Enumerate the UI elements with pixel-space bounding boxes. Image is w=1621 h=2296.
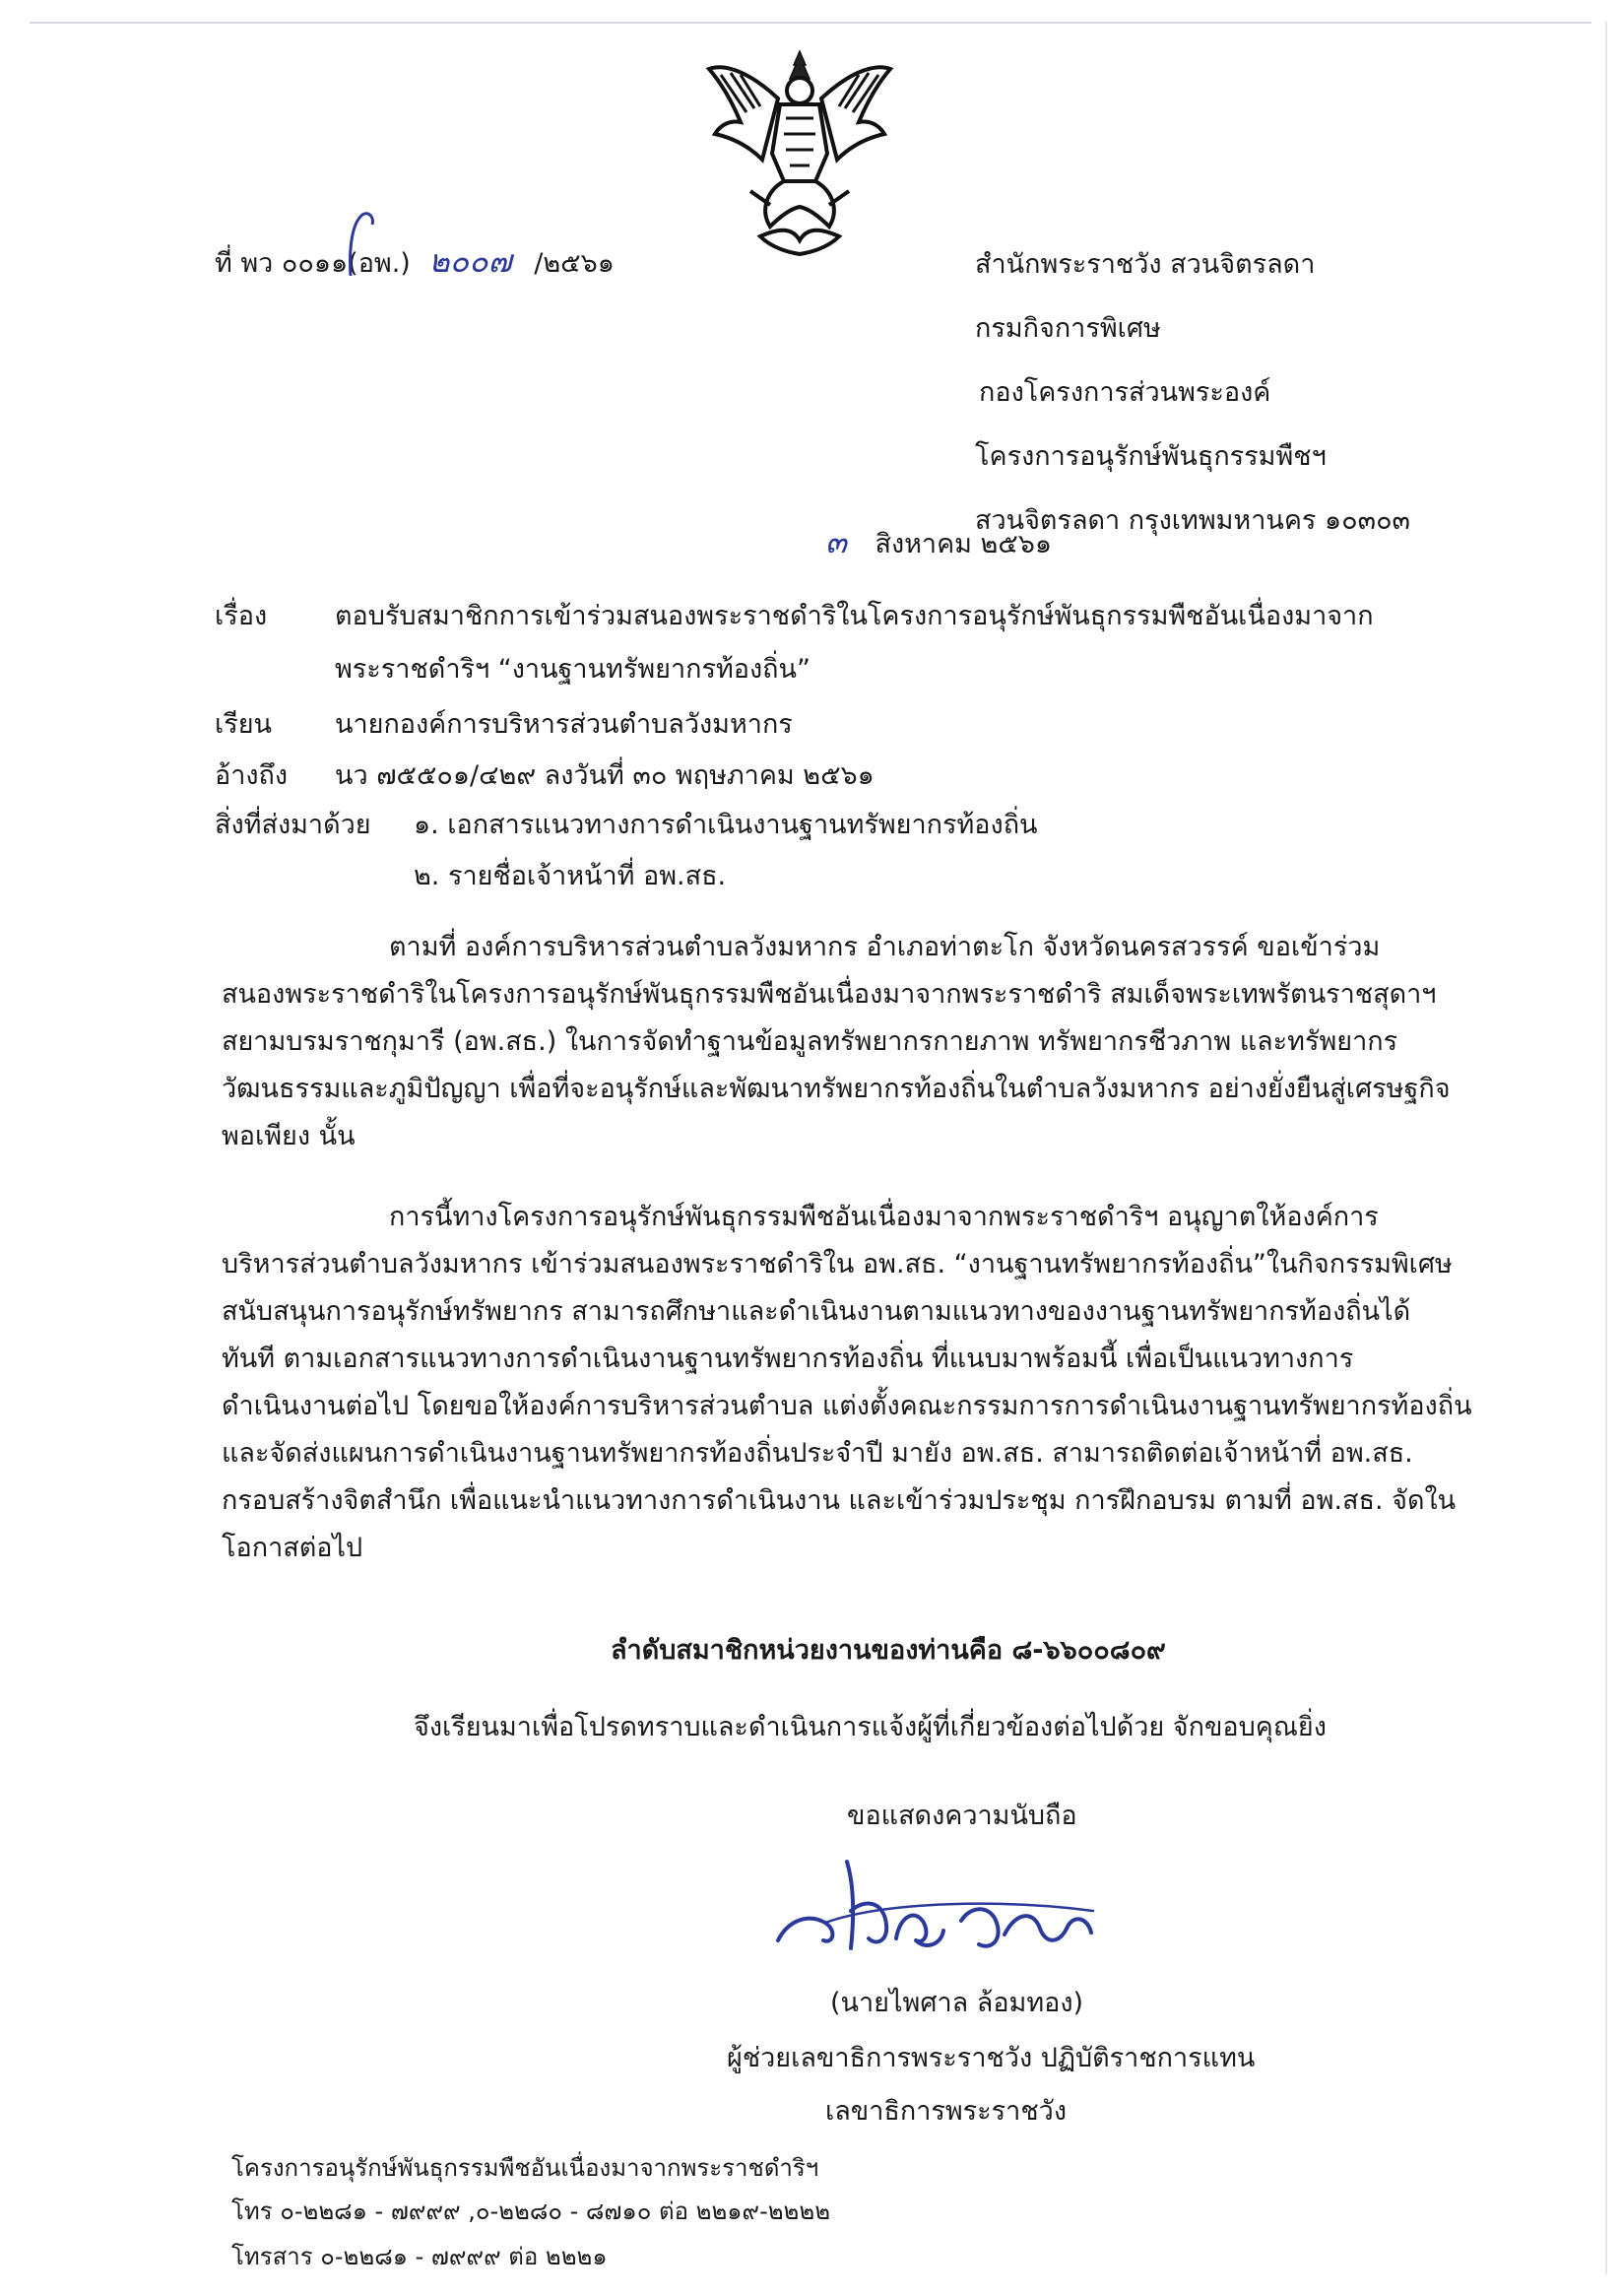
paragraph-line: พอเพียง นั้น (222, 1121, 356, 1151)
date-day-handwritten: ๓ (825, 523, 847, 560)
org-line: กรมกิจการพิเศษ (975, 313, 1161, 344)
paragraph-line: และจัดส่งแผนการดำเนินงานฐานทรัพยากรท้องถิ่นประจำปี มายัง อพ.สธ. สามารถติดต่อเจ้าหน้าที่ อพ.สธ. (222, 1438, 1413, 1469)
organization-address (975, 232, 1410, 553)
reference-suffix: /๒๕๖๑ (534, 248, 615, 279)
org-line: กองโครงการส่วนพระองค์ (979, 377, 1271, 408)
paragraph-line: กรอบสร้างจิตสำนึก เพื่อแนะนำแนวทางการดำเนินงาน และเข้าร่วมประชุม การฝึกอบรม ตามที่ อพ.สธ. จัดใน (222, 1485, 1457, 1516)
paragraph-line: ตามที่ องค์การบริหารส่วนตำบลวังมหากร อำเภอท่าตะโก จังหวัดนครสวรรค์ ขอเข้าร่วม (389, 932, 1381, 962)
enclosure-item-1: ๑. เอกสารแนวทางการดำเนินงานฐานทรัพยากรท้องถิ่น (414, 810, 1038, 840)
reference-prefix: ที่ พว ๐๐๑๑(อพ.) (215, 248, 411, 279)
signer-title-1: ผู้ช่วยเลขาธิการพระราชวัง ปฏิบัติราชการแทน (727, 2043, 1256, 2073)
footer-fax: โทรสาร ๐-๒๒๘๑ - ๗๙๙๙ ต่อ ๒๒๒๑ (231, 2243, 608, 2270)
reference-number-handwritten: ๒๐๐๗ (428, 242, 512, 280)
page-border-right (1605, 22, 1607, 2274)
paragraph-line: สนองพระราชดำริในโครงการอนุรักษ์พันธุกรรมพืชอันเนื่องมาจากพระราชดำริ สมเด็จพระเทพรัตนราชสุดาฯ (222, 979, 1437, 1010)
closing-request: จึงเรียนมาเพื่อโปรดทราบและดำเนินการแจ้งผู้ที่เกี่ยวข้องต่อไปด้วย จักขอบคุณยิ่ง (414, 1712, 1327, 1742)
garuda-emblem-icon (701, 43, 898, 260)
signer-name: (นายไพศาล ล้อมทอง) (830, 1988, 1084, 2018)
closing-salutation: ขอแสดงความนับถือ (847, 1801, 1077, 1831)
page-border-top (30, 22, 1591, 24)
paragraph-line: โอกาสต่อไป (222, 1533, 363, 1563)
subject-label: เรื่อง (215, 601, 268, 631)
body-paragraph-1 (222, 924, 1458, 1160)
subject-line-1: ตอบรับสมาชิกการเข้าร่วมสนองพระราชดำริในโครงการอนุรักษ์พันธุกรรมพืชอันเนื่องมาจาก (335, 601, 1374, 631)
letter-date (825, 522, 1052, 564)
paragraph-line: สยามบรมราชกุมารี (อพ.สธ.) ในการจัดทำฐานข้อมูลทรัพยากรกายภาพ ทรัพยากรชีวภาพ และทรัพยากร (222, 1026, 1398, 1057)
reference-label: อ้างถึง (215, 760, 289, 791)
date-month-year: สิงหาคม ๒๕๖๑ (875, 529, 1053, 559)
paragraph-line: การนี้ทางโครงการอนุรักษ์พันธุกรรมพืชอันเนื่องมาจากพระราชดำริฯ อนุญาตให้องค์การ (389, 1202, 1379, 1232)
handwritten-stroke-icon (323, 207, 431, 286)
paragraph-line: วัฒนธรรมและภูมิปัญญา เพื่อที่จะอนุรักษ์และพัฒนาทรัพยากรท้องถิ่นในตำบลวังมหากร อย่างยั่งยืนสู่เศรษฐกิจ (222, 1074, 1451, 1104)
footer-phone: โทร ๐-๒๒๘๑ - ๗๙๙๙ ,๐-๒๒๘๐ - ๘๗๑๐ ต่อ ๒๒๑๙-๒๒๒๒ (231, 2198, 831, 2225)
paragraph-line: ทันที ตามเอกสารแนวทางการดำเนินงานฐานทรัพยากรท้องถิ่น ที่แนบมาพร้อมนี้ เพื่อเป็นแนวทางการ (222, 1344, 1354, 1374)
org-line: สำนักพระราชวัง สวนจิตรลดา (975, 249, 1316, 280)
body-paragraph-2 (222, 1194, 1472, 1572)
reference-value: นว ๗๕๕๐๑/๔๒๙ ลงวันที่ ๓๐ พฤษภาคม ๒๕๖๑ (335, 760, 875, 791)
paragraph-line: ดำเนินงานต่อไป โดยขอให้องค์การบริหารส่วนตำบล แต่งตั้งคณะกรรมการการดำเนินงานฐานทรัพยากรท้องถิ่น (222, 1391, 1472, 1421)
enclosure-label: สิ่งที่ส่งมาด้วย (215, 810, 371, 840)
signer-title-2: เลขาธิการพระราชวัง (825, 2096, 1068, 2127)
enclosure-item-2: ๒. รายชื่อเจ้าหน้าที่ อพ.สธ. (414, 861, 727, 891)
org-line: โครงการอนุรักษ์พันธุกรรมพืชฯ (975, 441, 1327, 472)
to-label: เรียน (215, 709, 273, 740)
member-number-line: ลำดับสมาชิกหน่วยงานของท่านคือ ๘-๖๖๐๐๘๐๙ (611, 1635, 1166, 1666)
subject-line-2: พระราชดำริฯ “งานฐานทรัพยากรท้องถิ่น” (335, 654, 810, 685)
paragraph-line: บริหารส่วนตำบลวังมหากร เข้าร่วมสนองพระราชดำริใน อพ.สธ. “งานฐานทรัพยากรท้องถิ่น”ในกิจกรรมพิเศษ (222, 1249, 1453, 1279)
to-value: นายกองค์การบริหารส่วนตำบลวังมหากร (335, 709, 793, 740)
org-line: สวนจิตรลดา กรุงเทพมหานคร ๑๐๓๐๓ (975, 505, 1411, 536)
paragraph-line: สนับสนุนการอนุรักษ์ทรัพยากร สามารถศึกษาและดำเนินงานตามแนวทางของงานฐานทรัพยากรท้องถิ่นได้ (222, 1296, 1411, 1327)
footer-organization: โครงการอนุรักษ์พันธุกรรมพืชอันเนื่องมาจากพระราชดำริฯ (231, 2154, 819, 2182)
handwritten-signature-icon (768, 1842, 1123, 1970)
